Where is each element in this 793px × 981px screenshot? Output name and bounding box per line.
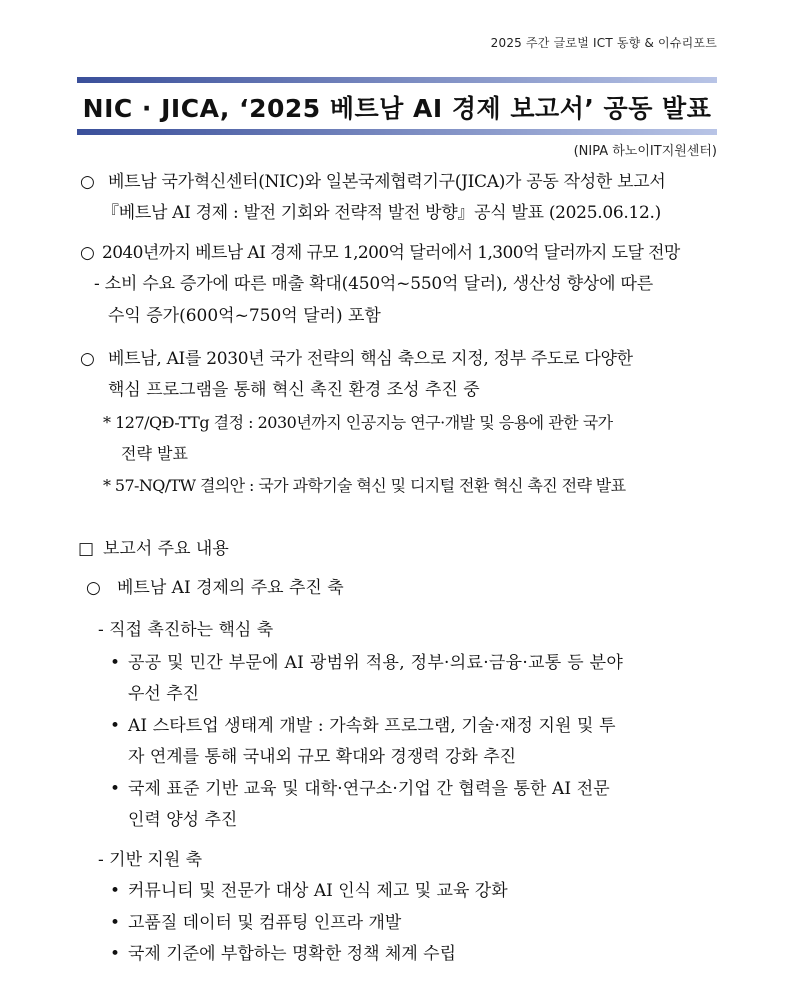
summary-1-marker: ○ (80, 172, 95, 192)
axis1-bullet2-dot: • (110, 716, 121, 736)
running-header: 2025 주간 글로벌 ICT 동향 & 이슈리포트 (490, 36, 717, 50)
summary-2-marker: ○ (80, 243, 95, 263)
summary-3-note1-line1: * 127/QĐ-TTg 결정 : 2030년까지 인공지능 연구·개발 및 응용에 관한 국가 (103, 413, 613, 432)
axis2-bullet3-dot: • (110, 944, 121, 964)
axis1-bullet3-line1: 국제 표준 기반 교육 및 대학·연구소·기업 간 협력을 통한 AI 전문 (128, 779, 610, 799)
source-credit: (NIPA 하노이IT지원센터) (573, 144, 717, 159)
axis2-bullet2-dot: • (110, 913, 121, 933)
axis1-bullet1-line1: 공공 및 민간 부문에 AI 광범위 적용, 정부·의료·금융·교통 등 분야 (128, 653, 624, 673)
axis1-bullet2-line1: AI 스타트업 생태계 개발 : 가속화 프로그램, 기술·재정 지원 및 투 (128, 716, 616, 736)
section-heading: 보고서 주요 내용 (103, 539, 229, 559)
summary-3-line2: 핵심 프로그램을 통해 혁신 촉진 환경 조성 추진 중 (108, 380, 480, 400)
axis2-bullet1-dot: • (110, 881, 121, 901)
summary-3-line1: 베트남, AI를 2030년 국가 전략의 핵심 축으로 지정, 정부 주도로 다양한 (108, 349, 633, 369)
axis1-bullet1-line2: 우선 추진 (128, 684, 200, 704)
title-rule-bottom (77, 129, 717, 135)
section-marker: □ (78, 539, 95, 559)
summary-3-note1-line2: 전략 발표 (121, 444, 188, 463)
summary-2-sub1: - 소비 수요 증가에 따른 매출 확대(450억~550억 달러), 생산성 향상에 따른 (94, 274, 653, 294)
axis2-bullet2-line1: 고품질 데이터 및 컴퓨팅 인프라 개발 (128, 913, 402, 933)
page-title: NIC · JICA, ‘2025 베트남 AI 경제 보고서’ 공동 발표 (82, 94, 712, 123)
title-band (77, 77, 717, 135)
axis1-label: - 직접 촉진하는 핵심 축 (98, 620, 274, 640)
axis2-label: - 기반 지원 축 (98, 850, 203, 870)
summary-3-marker: ○ (80, 349, 95, 369)
subsection-heading: 베트남 AI 경제의 주요 추진 축 (117, 578, 344, 598)
summary-1-line1: 베트남 국가혁신센터(NIC)와 일본국제협력기구(JICA)가 공동 작성한 보고서 (108, 172, 666, 192)
summary-3-note2: * 57-NQ/TW 결의안 : 국가 과학기술 혁신 및 디지털 전환 혁신 촉진 전략 발표 (103, 476, 626, 495)
summary-1-line2: 『베트남 AI 경제 : 발전 기회와 전략적 발전 방향』공식 발표 (2025.06.12.) (102, 203, 661, 223)
axis2-bullet3-line1: 국제 기준에 부합하는 명확한 정책 체계 수립 (128, 944, 457, 964)
axis1-bullet2-line2: 자 연계를 통해 국내외 규모 확대와 경쟁력 강화 추진 (128, 747, 517, 767)
summary-2-sub2: 수익 증가(600억~750억 달러) 포함 (108, 306, 381, 326)
axis2-bullet1-line1: 커뮤니티 및 전문가 대상 AI 인식 제고 및 교육 강화 (128, 881, 508, 901)
axis1-bullet3-line2: 인력 양성 추진 (128, 810, 238, 830)
axis1-bullet1-dot: • (110, 653, 121, 673)
subsection-marker: ○ (86, 578, 101, 598)
axis1-bullet3-dot: • (110, 779, 121, 799)
summary-2-line1: 2040년까지 베트남 AI 경제 규모 1,200억 달러에서 1,300억 달러까지 도달 전망 (102, 243, 680, 263)
